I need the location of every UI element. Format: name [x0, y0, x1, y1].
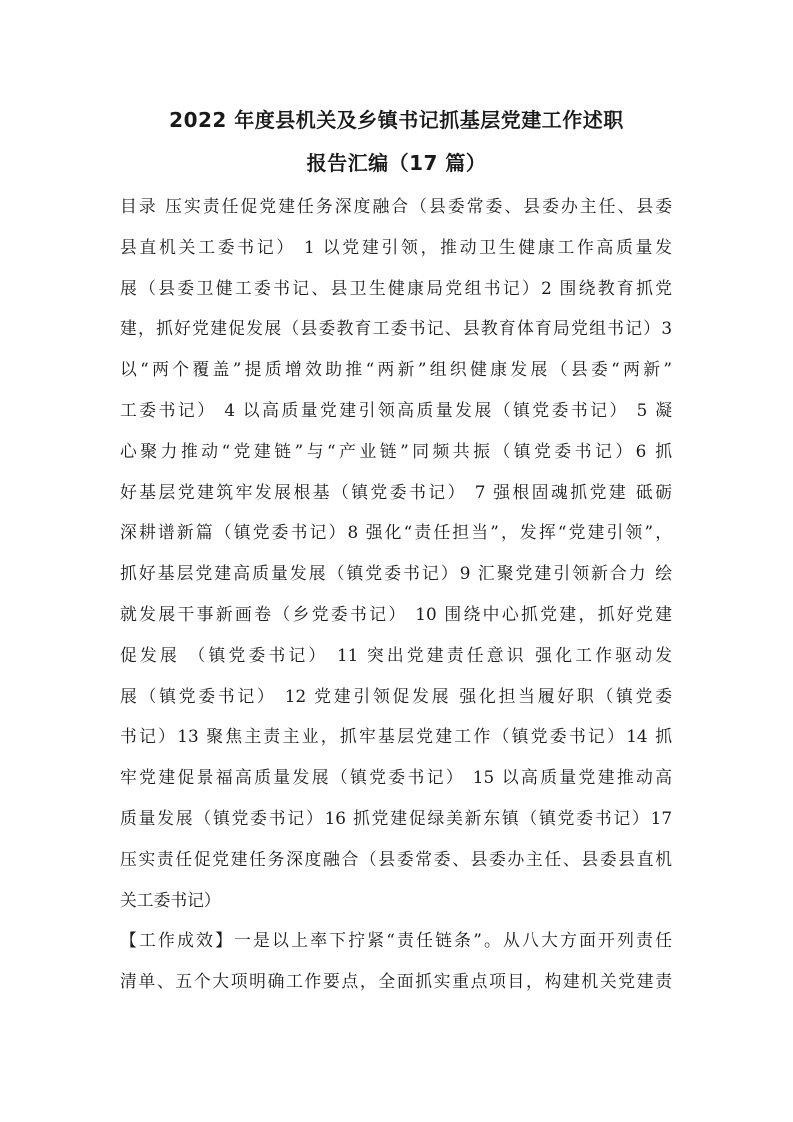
body-line: 促发展 （镇党委书记） 11 突出党建责任意识 强化工作驱动发 [120, 644, 672, 665]
body-line: 深耕谱新篇（镇党委书记）8 强化“责任担当”，发挥“党建引领”， [120, 522, 672, 543]
body-line: 抓好基层党建高质量发展（镇党委书记）9 汇聚党建引领新合力 绘 [120, 563, 672, 584]
document-title-line-1: 2022 年度县机关及乡镇书记抓基层党建工作述职 [169, 108, 624, 132]
body-line: 目录 压实责任促党建任务深度融合（县委常委、县委办主任、县委 [120, 196, 672, 216]
body-line: 县直机关工委书记） 1 以党建引领，推动卫生健康工作高质量发 [120, 236, 672, 257]
body-line: 就发展干事新画卷（乡党委书记） 10 围绕中心抓党建，抓好党建 [120, 603, 672, 624]
body-line: 展（镇党委书记） 12 党建引领促发展 强化担当履好职（镇党委 [120, 685, 672, 706]
body-line: 关工委书记） [120, 889, 221, 910]
body-line: 质量发展（镇党委书记）16 抓党建促绿美新东镇（镇党委书记）17 [120, 807, 672, 828]
body-line: 心聚力推动“党建链”与“产业链”同频共振（镇党委书记）6 抓 [120, 440, 672, 461]
body-line: 清单、五个大项明确工作要点，全面抓实重点项目，构建机关党建责 [120, 971, 672, 992]
body-line: 【工作成效】一是以上率下拧紧“责任链条”。从八大方面开列责任 [120, 930, 672, 951]
document-body [120, 186, 672, 1002]
body-line: 工委书记） 4 以高质量党建引领高质量发展（镇党委书记） 5 凝 [120, 399, 672, 420]
body-line: 书记）13 聚焦主责主业，抓牢基层党建工作（镇党委书记）14 抓 [120, 726, 672, 747]
body-line: 展（县委卫健工委书记、县卫生健康局党组书记）2 围绕教育抓党 [120, 277, 672, 298]
document-title-line-2: 报告汇编（17 篇） [306, 151, 487, 175]
body-line: 建，抓好党建促发展（县委教育工委书记、县教育体育局党组书记）3 [120, 318, 672, 339]
body-line: 压实责任促党建任务深度融合（县委常委、县委办主任、县委县直机 [120, 848, 672, 869]
body-line: 好基层党建筑牢发展根基（镇党委书记） 7 强根固魂抓党建 砥砺 [120, 481, 672, 502]
body-line: 以“两个覆盖”提质增效助推“两新”组织健康发展（县委“两新” [120, 359, 672, 380]
body-line: 牢党建促景福高质量发展（镇党委书记） 15 以高质量党建推动高 [120, 767, 672, 788]
